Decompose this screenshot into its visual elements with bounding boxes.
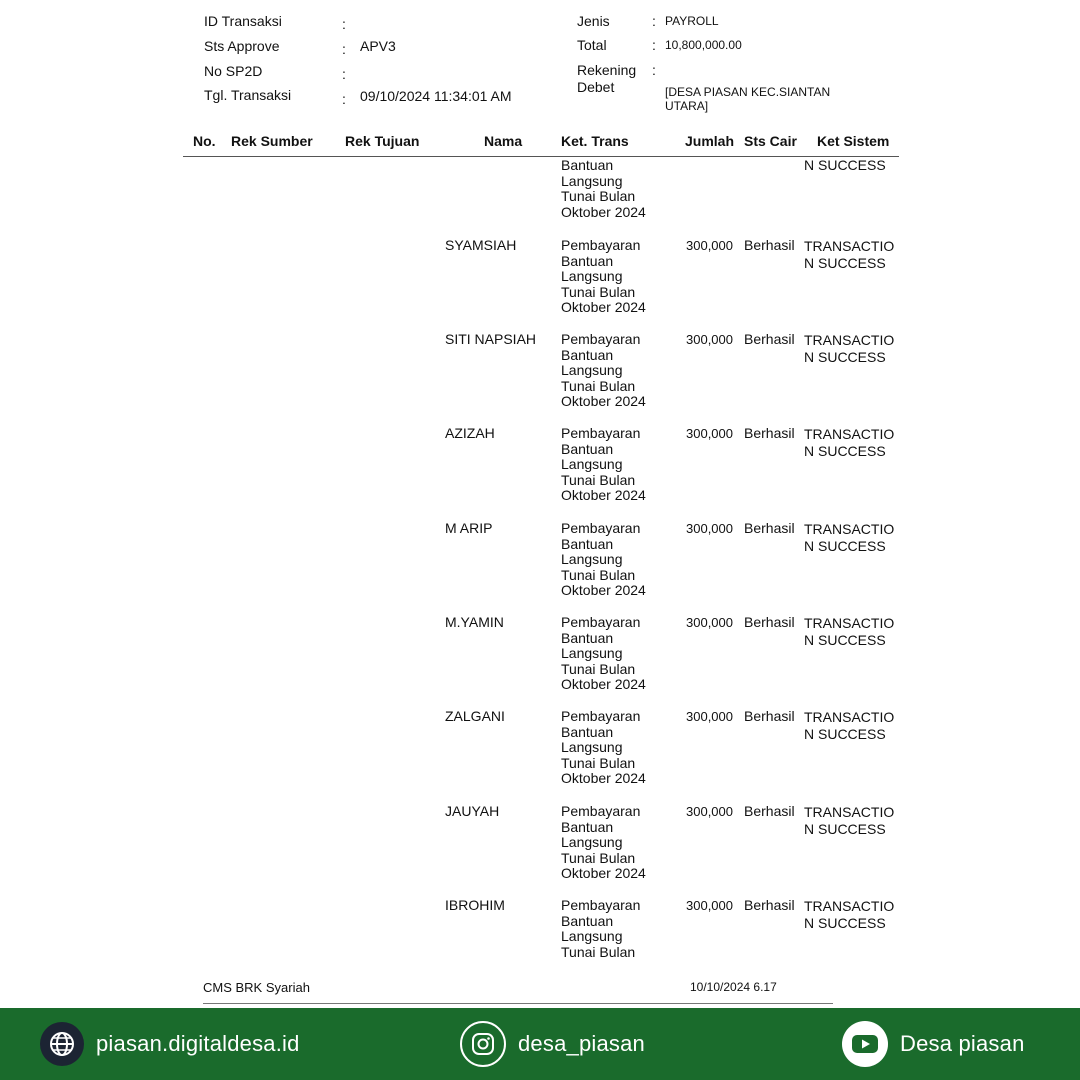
ket-line: Tunai Bulan [561,943,636,960]
colon: : [342,91,346,107]
ket-line: Tunai Bulan [561,566,636,583]
sts-cair-cell: Berhasil [744,614,795,630]
jenis-label: Jenis [577,13,610,29]
jumlah-cell: 300,000 [686,709,733,724]
jumlah-cell: 300,000 [686,521,733,536]
jumlah-cell: 300,000 [686,238,733,253]
nama-cell: ZALGANI [445,708,505,724]
colon: : [342,16,346,32]
sts-cair-cell: Berhasil [744,237,795,253]
ket-line: Tunai Bulan [561,754,636,771]
header-rek-sumber: Rek Sumber [231,133,313,149]
ket-line: Langsung [561,928,623,944]
ket-line: Oktober 2024 [561,203,646,220]
colon: : [652,13,656,29]
nama-cell: AZIZAH [445,425,495,441]
ket-line: Bantuan [561,723,614,740]
rekening-label: Rekening [577,62,637,78]
ket-sistem-line: N SUCCESS [804,538,886,554]
sts-approve-value: APV3 [360,38,396,54]
colon: : [342,41,346,57]
social-bar [0,1008,1080,1080]
ket-sistem-line: TRANSACTIO [804,898,895,914]
ket-sistem-line: N SUCCESS [804,821,886,837]
ket-sistem-line: N SUCCESS [804,632,886,648]
footer-right: 10/10/2024 6.17 [690,980,777,994]
nama-cell: IBROHIM [445,897,505,913]
ket-line: Langsung [561,172,623,189]
sts-cair-cell: Berhasil [744,520,795,536]
ket-line: Pembayaran [561,803,641,819]
jumlah-cell: 300,000 [686,804,733,819]
ket-sistem-line: N SUCCESS [804,349,886,365]
ket-line: Oktober 2024 [561,393,646,409]
total-label: Total [577,37,607,53]
ket-line: Pembayaran [561,897,641,913]
ket-line: Langsung [561,645,623,661]
ket-line: Pembayaran [561,331,641,347]
nama-cell: JAUYAH [445,803,500,819]
footer-left: CMS BRK Syariah [203,980,310,995]
ket-sistem-line: TRANSACTIO [804,332,895,348]
ket-line: Langsung [561,739,623,755]
ket-sistem-line: TRANSACTIO [804,426,895,442]
ket-sistem-line: N SUCCESS [804,726,886,742]
ket-line: Oktober 2024 [561,770,646,786]
ket-sistem-line: TRANSACTIO [804,804,895,820]
sts-cair-cell: Berhasil [744,708,795,724]
instagram-text: desa_piasan [518,1031,645,1056]
tgl-transaksi-label: Tgl. Transaksi [204,87,292,103]
sts-cair-cell: Berhasil [744,897,795,913]
ket-line: Bantuan [561,252,614,269]
colon: : [652,62,656,78]
ket-line: Tunai Bulan [561,188,636,204]
tgl-transaksi-value: 09/10/2024 11:34:01 AM [360,88,512,104]
id-transaksi-label: ID Transaksi [204,13,282,29]
ket-line: Bantuan [561,818,614,835]
colon: : [652,37,656,53]
sts-approve-label: Sts Approve [204,38,280,54]
ket-line: Bantuan [561,912,614,929]
instagram-icon [460,1021,506,1067]
nama-cell: SYAMSIAH [445,237,517,253]
ket-sistem-line: N SUCCESS [804,157,886,173]
nama-cell: M ARIP [445,520,493,536]
nama-cell: M.YAMIN [445,614,504,630]
ket-line: Bantuan [561,440,614,457]
ket-line: Pembayaran [561,237,641,253]
youtube-text: Desa piasan [900,1031,1025,1056]
ket-line: Bantuan [561,629,614,646]
jumlah-cell: 300,000 [686,898,733,913]
website-text: piasan.digitaldesa.id [96,1031,300,1056]
jumlah-cell: 300,000 [686,426,733,441]
ket-line: Oktober 2024 [561,865,646,881]
nama-cell: SITI NAPSIAH [445,331,537,347]
header-ket-trans: Ket. Trans [561,133,629,149]
ket-line: Oktober 2024 [561,487,646,503]
header-jumlah: Jumlah [685,133,735,149]
header-rek-tujuan: Rek Tujuan [345,133,420,149]
ket-line: Tunai Bulan [561,849,636,866]
no-sp2d-label: No SP2D [204,63,263,79]
ket-line: Pembayaran [561,708,641,724]
jenis-value: PAYROLL [665,14,719,28]
colon: : [342,66,346,82]
header-sts-cair: Sts Cair [744,133,797,149]
sts-cair-cell: Berhasil [744,803,795,819]
rekening-value-line1: [DESA PIASAN KEC.SIANTAN [665,85,831,99]
ket-line: Pembayaran [561,520,641,536]
ket-line: Bantuan [561,346,614,363]
ket-line: Langsung [561,268,623,284]
sts-cair-cell: Berhasil [744,331,795,347]
ket-line: Pembayaran [561,425,641,441]
ket-line: Tunai Bulan [561,471,636,488]
website-link[interactable] [40,1008,300,1080]
ket-sistem-line: N SUCCESS [804,915,886,931]
ket-line: Langsung [561,362,623,378]
ket-line: Oktober 2024 [561,582,646,598]
ket-sistem-line: TRANSACTIO [804,521,895,537]
instagram-link[interactable] [460,1008,645,1080]
header-divider [183,156,899,157]
header-no: No. [193,133,216,149]
ket-line: Oktober 2024 [561,676,646,692]
censor-stamp [190,200,390,920]
rekening-value-line2: UTARA] [665,99,709,113]
ket-line: Langsung [561,834,623,850]
ket-line: Bantuan [561,535,614,552]
total-value: 10,800,000.00 [665,38,742,52]
ket-sistem-line: N SUCCESS [804,255,886,271]
footer-divider [203,1003,833,1004]
ket-line: Tunai Bulan [561,377,636,394]
ket-line: Langsung [561,456,623,472]
jumlah-cell: 300,000 [686,615,733,630]
ket-sistem-line: N SUCCESS [804,443,886,459]
header-nama: Nama [484,133,523,149]
ket-sistem-line: TRANSACTIO [804,615,895,631]
ket-sistem-line: TRANSACTIO [804,709,895,725]
ket-sistem-line: TRANSACTIO [804,238,895,254]
youtube-link[interactable] [842,1008,1025,1080]
header-ket-sistem: Ket Sistem [817,133,890,149]
ket-line: Oktober 2024 [561,299,646,315]
ket-line: Tunai Bulan [561,283,636,300]
debet-label: Debet [577,79,615,95]
globe-icon [40,1022,84,1066]
jumlah-cell: 300,000 [686,332,733,347]
ket-line: Langsung [561,551,623,567]
youtube-icon [842,1021,888,1067]
sts-cair-cell: Berhasil [744,425,795,441]
ket-line: Bantuan [561,157,614,173]
ket-line: Pembayaran [561,614,641,630]
ket-line: Tunai Bulan [561,660,636,677]
